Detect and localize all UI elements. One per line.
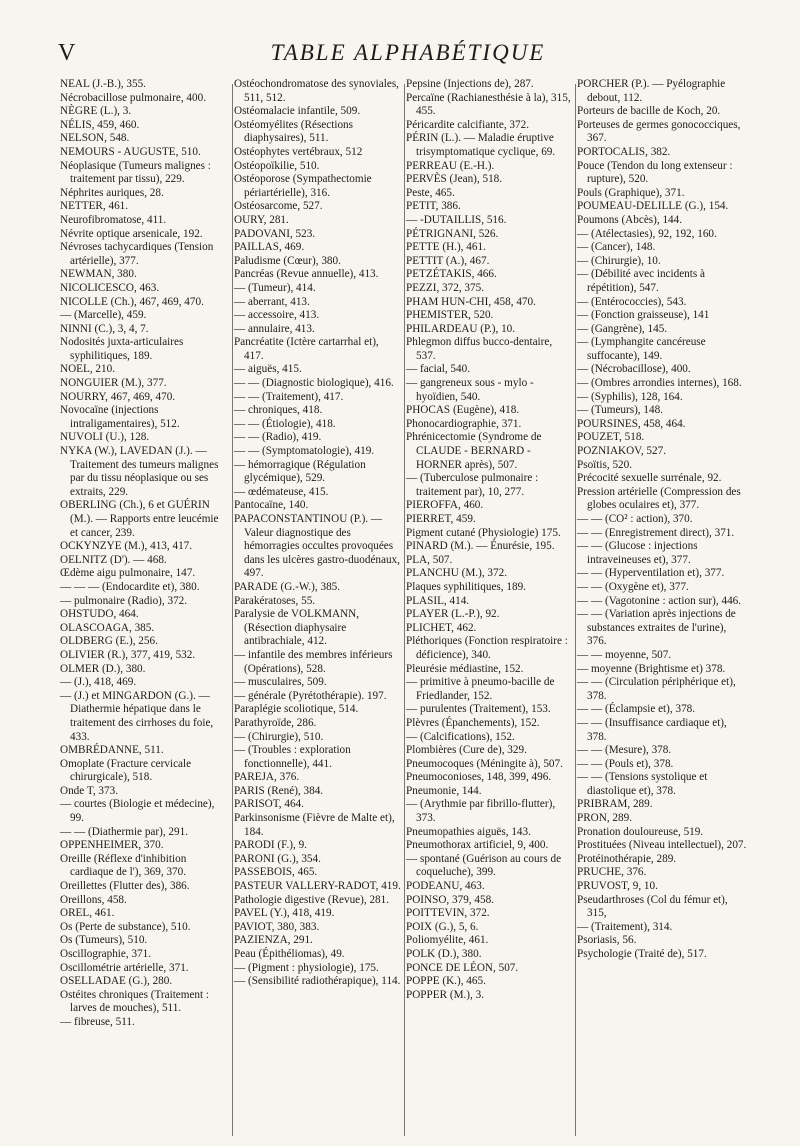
index-entry: PLASIL, 414. [406, 594, 470, 607]
index-entry: Paludisme (Cœur), 380. [234, 254, 341, 267]
index-entry: Pantocaïne, 140. [234, 499, 309, 512]
index-entry: NICOLICESCO, 463. [60, 281, 160, 294]
index-entry: Pigment cutané (Physiologie) 175. [406, 526, 561, 539]
index-entry: NONGUIER (M.), 377. [60, 377, 167, 390]
page-header [58, 40, 758, 74]
index-entry: — (Entérococcies), 543. [577, 295, 687, 308]
index-entry: PIEROFFA, 460. [406, 499, 484, 512]
index-entry: — (Sensibilité radiothérapique), 114. [234, 975, 401, 988]
index-entry: Ostéochondromatose des synoviales, 511, 512. [234, 78, 399, 104]
index-entry: NYKA (W.), LAVEDAN (J.). — Traitement des tumeurs malignes par du tissu néoplasique ou ses extraits, 229. [60, 445, 219, 498]
index-entry: Protéinothérapie, 289. [577, 852, 677, 865]
index-entry: PEZZI, 372, 375. [406, 281, 484, 294]
index-entry: PETTIT (A.), 467. [406, 254, 490, 267]
index-entry: PAREJA, 376. [234, 771, 300, 784]
index-entry: Plombières (Cure de), 329. [406, 744, 527, 757]
index-entry: PETZÉTAKIS, 466. [406, 268, 497, 281]
index-entry: — (Tumeur), 414. [234, 281, 316, 294]
index-entry: NEAL (J.-B.), 355. [60, 78, 146, 90]
index-entry: Ostéites chroniques (Traitement : larves de mouches), 511. [60, 988, 210, 1015]
index-entry: — (J.), 418, 469. [60, 676, 137, 689]
index-entry: PAILLAS, 469. [234, 241, 305, 254]
index-entry: PLAYER (L.-P.), 92. [406, 608, 500, 621]
index-entry: Pleurésie médiastine, 152. [406, 662, 524, 675]
index-entry: Néphrites auriques, 28. [60, 186, 164, 199]
index-entry: — (J.) et MINGARDON (G.). — Diathermie hépatique dans le traitement des cirrhoses du foie, 433. [60, 689, 214, 743]
index-entry: OELNITZ (D'). — 468. [60, 553, 167, 566]
index-entry: Ostéosarcome, 527. [234, 200, 323, 213]
index-entry: Plèvres (Épanchements), 152. [406, 716, 540, 729]
index-entry: PÉTRIGNANI, 526. [406, 227, 499, 240]
index-entry: Ostéomalacie infantile, 509. [234, 105, 361, 118]
index-entry: POUMEAU-DELILLE (G.), 154. [577, 200, 729, 213]
index-column-4 [577, 78, 747, 1138]
index-entry: Parakératoses, 55. [234, 594, 316, 607]
index-entry: — — (Glucose : injections intraveineuses et), 377. [577, 540, 698, 566]
index-entry: — infantile des membres inférieurs (Opérations), 528. [234, 648, 393, 675]
index-entry: — — (Éclampsie et), 378. [577, 703, 696, 716]
running-title: TABLE ALPHABÉTIQUE [270, 40, 546, 65]
index-entry: Néoplasique (Tumeurs malignes : traitement par tissu), 229. [60, 159, 211, 186]
index-entry: Pneumocoques (Méningite à), 507. [406, 757, 563, 770]
index-entry: NETTER, 461. [60, 200, 129, 213]
index-entry: Pouce (Tendon du long extenseur : rupture), 520. [577, 159, 733, 186]
index-entry: PAVEL (Y.), 418, 419. [234, 907, 335, 920]
index-entry: Phlegmon diffus bucco-dentaire, 537. [406, 336, 553, 362]
index-entry: — — (Symptomatologie), 419. [234, 445, 375, 458]
index-entry: OREL, 461. [60, 907, 115, 920]
index-entry: PADOVANI, 523. [234, 227, 316, 240]
index-entry: NOEL, 210. [60, 363, 115, 376]
index-entry: OLMER (D.), 380. [60, 662, 146, 675]
index-entry: Paralysie de VOLKMANN, (Résection diaphysaire antibrachiale, 412. [234, 608, 360, 648]
index-entry: Pepsine (Injections de), 287. [406, 78, 534, 90]
index-entry: — — (Tensions systolique et diastolique et), 378. [577, 771, 708, 797]
index-entry: PRUVOST, 9, 10. [577, 880, 658, 893]
index-entry: Névrite optique arsenicale, 192. [60, 227, 203, 240]
index-entry: PÉRIN (L.). — Maladie éruptive trisymptomatique cyclique, 69. [406, 132, 556, 158]
index-entry: PARISOT, 464. [234, 798, 304, 811]
index-entry: Pathologie digestive (Revue), 281. [234, 893, 390, 906]
index-entry: POPPER (M.), 3. [406, 988, 485, 1001]
index-entry: PHOCAS (Eugène), 418. [406, 404, 520, 417]
index-entry: Précocité sexuelle surrénale, 92. [577, 472, 722, 485]
index-entry: — (Marcelle), 459. [60, 309, 147, 322]
index-entry: Psoïtis, 520. [577, 458, 633, 471]
index-entry: PINARD (M.). — Énurésie, 195. [406, 540, 555, 553]
index-entry: Péricardite calcifiante, 372. [406, 118, 530, 131]
index-entry: Oreille (Réflexe d'inhibition cardiaque de l'), 369, 370. [60, 852, 187, 879]
index-entry: — (Chirurgie), 10. [577, 254, 661, 267]
index-entry: PASSEBOIS, 465. [234, 866, 318, 879]
index-entry: — accessoire, 413. [234, 309, 320, 322]
index-entry: Novocaïne (injections intraligamentaires), 512. [60, 404, 180, 430]
index-entry: PERREAU (E.-H.). [406, 159, 495, 172]
index-entry: Psoriasis, 56. [577, 934, 637, 947]
index-entry: PORCHER (P.). — Pyélographie debout, 112. [577, 78, 726, 104]
index-entry: — (Calcifications), 152. [406, 730, 515, 743]
index-entry: Omoplate (Fracture cervicale chirurgicale), 518. [60, 757, 192, 784]
index-entry: — œdémateuse, 415. [234, 485, 329, 498]
index-entry: Os (Tumeurs), 510. [60, 934, 148, 947]
index-entry: Prostituées (Niveau intellectuel), 207. [577, 839, 747, 852]
index-entry: Pneumoconioses, 148, 399, 496. [406, 771, 552, 784]
index-entry: — spontané (Guérison au cours de coqueluche), 399. [406, 852, 562, 879]
index-entry: Oscillométrie artérielle, 371. [60, 961, 189, 974]
index-column-1 [60, 78, 227, 1138]
index-entry: OLDBERG (E.), 256. [60, 635, 158, 648]
index-entry: OLASCOAGA, 385. [60, 621, 155, 634]
index-entry: — hémorragique (Régulation glycémique), 529. [234, 458, 366, 485]
index-entry: PARADE (G.-W.), 385. [234, 580, 341, 593]
index-entry: — — — (Endocardite et), 380. [60, 580, 200, 593]
index-entry: — — (Oxygène et), 377. [577, 580, 689, 593]
index-entry: OSELLADAE (G.), 280. [60, 975, 173, 988]
index-entry: PHEMISTER, 520. [406, 309, 494, 322]
index-entry: Peau (Épithéliomas), 49. [234, 948, 345, 960]
index-entry: Ostéopoïkilie, 510. [234, 159, 320, 172]
index-entry: PARONI (G.), 354. [234, 852, 321, 865]
index-entry: PLANCHU (M.), 372. [406, 567, 507, 580]
index-entry: PONCE DE LÉON, 507. [406, 961, 519, 974]
index-entry: — — (Mesure), 378. [577, 744, 672, 757]
index-entry: Oreillettes (Flutter des), 386. [60, 880, 190, 893]
index-entry: OLIVIER (R.), 377, 419, 532. [60, 648, 196, 661]
index-entry: NOURRY, 467, 469, 470. [60, 390, 176, 403]
index-entry: PIERRET, 459. [406, 513, 476, 525]
index-entry: Ostéomyélites (Résections diaphysaires), 511. [234, 118, 353, 145]
index-entry: Oscillographie, 371. [60, 948, 152, 960]
index-entry: Ostéoporose (Sympathectomie périartérielle), 316. [234, 173, 372, 199]
index-entry: — — (Hyperventilation et), 377. [577, 567, 725, 580]
column-divider [232, 84, 233, 1136]
index-entry: PETIT, 386. [406, 200, 461, 213]
index-entry: NELSON, 548. [60, 132, 130, 145]
index-entry: — — (Enregistrement direct), 371. [577, 526, 735, 539]
index-entry: Neurofibromatose, 411. [60, 213, 167, 226]
index-columns [60, 78, 780, 1138]
index-entry: PRIBRAM, 289. [577, 798, 653, 811]
index-entry: NÉLIS, 459, 460. [60, 118, 140, 131]
index-entry: OCKYNZYE (M.), 413, 417. [60, 540, 193, 553]
index-entry: — fibreuse, 511. [60, 1015, 135, 1028]
index-entry: NINNI (C.), 3, 4, 7. [60, 322, 149, 335]
index-entry: NÈGRE (L.), 3. [60, 105, 132, 118]
index-entry: OPPENHEIMER, 370. [60, 839, 164, 852]
index-entry: PARIS (René), 384. [234, 784, 324, 797]
index-entry: PORTOCALIS, 382. [577, 145, 671, 158]
index-entry: Œdème aigu pulmonaire, 147. [60, 567, 196, 580]
index-entry: — — (Radio), 419. [234, 431, 322, 444]
index-entry: PAZIENZA, 291. [234, 934, 313, 947]
column-divider [575, 84, 576, 1136]
index-entry: — (Troubles : exploration fonctionnelle), 441. [234, 744, 351, 770]
index-entry: PRON, 289. [577, 812, 633, 825]
index-entry: Pseudarthroses (Col du fémur et), 315, [577, 893, 728, 920]
index-entry: PERVÈS (Jean), 518. [406, 173, 503, 186]
index-entry: PARODI (F.), 9. [234, 839, 307, 852]
index-entry: Onde T, 373. [60, 784, 119, 797]
index-entry: Pancréas (Revue annuelle), 413. [234, 268, 379, 281]
index-entry: — — (Diathermie par), 291. [60, 825, 188, 838]
index-entry: Névroses tachycardiques (Tension artérielle), 377. [60, 241, 214, 267]
index-entry: — — (Diagnostic biologique), 416. [234, 377, 394, 390]
index-entry: Plaques syphilitiques, 189. [406, 580, 526, 593]
index-entry: NEMOURS - AUGUSTE, 510. [60, 145, 201, 158]
index-entry: POPPE (K.), 465. [406, 975, 486, 988]
index-column-2 [234, 78, 401, 1138]
index-entry: — (Nécrobacillose), 400. [577, 363, 691, 376]
index-entry: PAVIOT, 380, 383. [234, 920, 320, 933]
index-entry: Peste, 465. [406, 186, 455, 199]
index-entry: Paraplégie scoliotique, 514. [234, 703, 359, 716]
index-entry: — (Tumeurs), 148. [577, 404, 663, 417]
index-entry: NICOLLE (Ch.), 467, 469, 470. [60, 295, 204, 308]
index-entry: PAPACONSTANTINOU (P.). — Valeur diagnostique des hémorragies occultes provoquées dans les ulcères gastro-duodénaux, 497. [234, 513, 400, 580]
index-entry: Poliomyélite, 461. [406, 934, 489, 947]
index-entry: — -DUTAILLIS, 516. [406, 213, 507, 226]
index-entry: Pneumopathies aiguës, 143. [406, 825, 531, 838]
index-entry: NUVOLI (U.), 128. [60, 431, 150, 444]
index-entry: OHSTUDO, 464. [60, 608, 139, 621]
index-entry: Pneumonie, 144. [406, 784, 482, 797]
index-entry: OMBRÉDANNE, 511. [60, 744, 164, 757]
index-entry: POINSO, 379, 458. [406, 893, 494, 906]
index-entry: — (Cancer), 148. [577, 241, 656, 254]
index-entry: — courtes (Biologie et médecine), 99. [60, 798, 215, 825]
index-entry: — — moyenne, 507. [577, 648, 672, 661]
page-number: V [58, 40, 76, 66]
index-entry: NEWMAN, 380. [60, 268, 137, 281]
index-entry: Pancréatite (Ictère cartarrhal et), 417. [234, 336, 379, 362]
index-entry: POURSINES, 458, 464. [577, 417, 686, 430]
index-entry: PLA, 507. [406, 553, 453, 566]
index-entry: — pulmonaire (Radio), 372. [60, 594, 188, 607]
index-entry: — (Débilité avec incidents à répétition), 547. [577, 268, 705, 294]
index-entry: Phrénicectomie (Syndrome de CLAUDE - BERNARD - HORNER après), 507. [406, 431, 542, 471]
index-entry: Pression artérielle (Compression des globes oculaires et), 377. [577, 485, 741, 512]
index-entry: — (Gangrène), 145. [577, 322, 668, 335]
index-entry: POIX (G.), 5, 6. [406, 920, 479, 933]
index-entry: PETTE (H.), 461. [406, 241, 486, 254]
index-entry: — moyenne (Brightisme et) 378. [577, 662, 726, 675]
index-entry: OBERLING (Ch.), 6 et GUÉRIN (M.). — Rapports entre leucémie et cancer, 239. [60, 499, 219, 539]
index-entry: — (Pigment : physiologie), 175. [234, 961, 379, 974]
index-entry: — (Atélectasies), 92, 192, 160. [577, 227, 717, 240]
index-entry: — musculaires, 509. [234, 676, 327, 689]
index-column-3 [406, 78, 573, 1138]
index-entry: PODEANU, 463. [406, 880, 485, 893]
index-entry: PHAM HUN-CHI, 458, 470. [406, 295, 536, 308]
index-entry: Pronation douloureuse, 519. [577, 825, 704, 838]
index-entry: Parkinsonisme (Fièvre de Malte et), 184. [234, 812, 395, 838]
index-entry: — — (Étiologie), 418. [234, 417, 336, 430]
index-entry: Pouls (Graphique), 371. [577, 186, 685, 199]
index-entry: — (Lymphangite cancéreuse suffocante), 149. [577, 336, 706, 362]
index-entry: — (Fonction graisseuse), 141 [577, 309, 710, 322]
index-entry: POITTEVIN, 372. [406, 907, 490, 920]
index-entry: PASTEUR VALLERY-RADOT, 419. [234, 880, 401, 893]
index-entry: — (Ombres arrondies internes), 168. [577, 377, 742, 390]
index-entry: PHILARDEAU (P.), 10. [406, 322, 516, 335]
index-entry: — — (Vagotonine : action sur), 446. [577, 594, 742, 607]
index-entry: — — (Variation après injections de substances extraites de l'urine), 376. [577, 608, 736, 648]
index-entry: — annulaire, 413. [234, 322, 315, 335]
index-entry: — — (Insuffisance cardiaque et), 378. [577, 716, 727, 743]
index-entry: OURY, 281. [234, 213, 289, 226]
index-entry: — (Chirurgie), 510. [234, 730, 324, 743]
index-entry: POLK (D.), 380. [406, 948, 482, 960]
index-entry: — chroniques, 418. [234, 404, 323, 417]
index-entry: — aberrant, 413. [234, 295, 310, 308]
index-entry: Nécrobacillose pulmonaire, 400. [60, 91, 207, 104]
index-entry: Poumons (Abcès), 144. [577, 213, 683, 226]
column-divider [404, 84, 405, 1136]
index-entry: Psychologie (Traité de), 517. [577, 948, 707, 960]
index-entry: — (Arythmie par fibrillo-flutter), 373. [406, 798, 556, 825]
index-entry: Os (Perte de substance), 510. [60, 920, 191, 933]
index-entry: Parathyroïde, 286. [234, 716, 317, 729]
index-entry: Porteuses de germes gonococciques, 367. [577, 118, 741, 145]
index-entry: — purulentes (Traitement), 153. [406, 703, 551, 716]
index-entry: — facial, 540. [406, 363, 470, 376]
index-entry: Nodosités juxta-articulaires syphilitiques, 189. [60, 336, 184, 362]
index-entry: — — (CO² : action), 370. [577, 513, 693, 525]
index-entry: — (Traitement), 314. [577, 920, 673, 933]
index-entry: Ostéophytes vertébraux, 512 [234, 145, 363, 158]
index-entry: PRUCHE, 376. [577, 866, 647, 879]
index-entry: — générale (Pyrétothérapie). 197. [234, 689, 387, 702]
index-entry: PLICHET, 462. [406, 621, 477, 634]
index-entry: POUZET, 518. [577, 431, 645, 444]
index-entry: Pléthoriques (Fonction respiratoire : déficience), 340. [406, 635, 568, 661]
index-entry: — — (Circulation périphérique et), 378. [577, 676, 736, 702]
index-entry: POZNIAKOV, 527. [577, 445, 666, 458]
index-entry: Porteurs de bacille de Koch, 20. [577, 105, 721, 118]
index-entry: — — (Pouls et), 378. [577, 757, 674, 770]
index-entry: — aiguës, 415. [234, 363, 302, 376]
index-entry: Pneumothorax artificiel, 9, 400. [406, 839, 549, 852]
index-entry: — (Syphilis), 128, 164. [577, 390, 683, 403]
index-entry: — primitive à pneumo-bacille de Friedlander, 152. [406, 676, 555, 702]
index-entry: Oreillons, 458. [60, 893, 127, 906]
index-entry: Percaïne (Rachianesthésie à la), 315, 455. [406, 91, 571, 118]
index-entry: — (Tuberculose pulmonaire : traitement par), 10, 277. [406, 472, 539, 498]
index-entry: Phonocardiographie, 371. [406, 417, 522, 430]
index-entry: — gangreneux sous - mylo - hyoïdien, 540. [406, 377, 534, 403]
index-entry: — — (Traitement), 417. [234, 390, 344, 403]
